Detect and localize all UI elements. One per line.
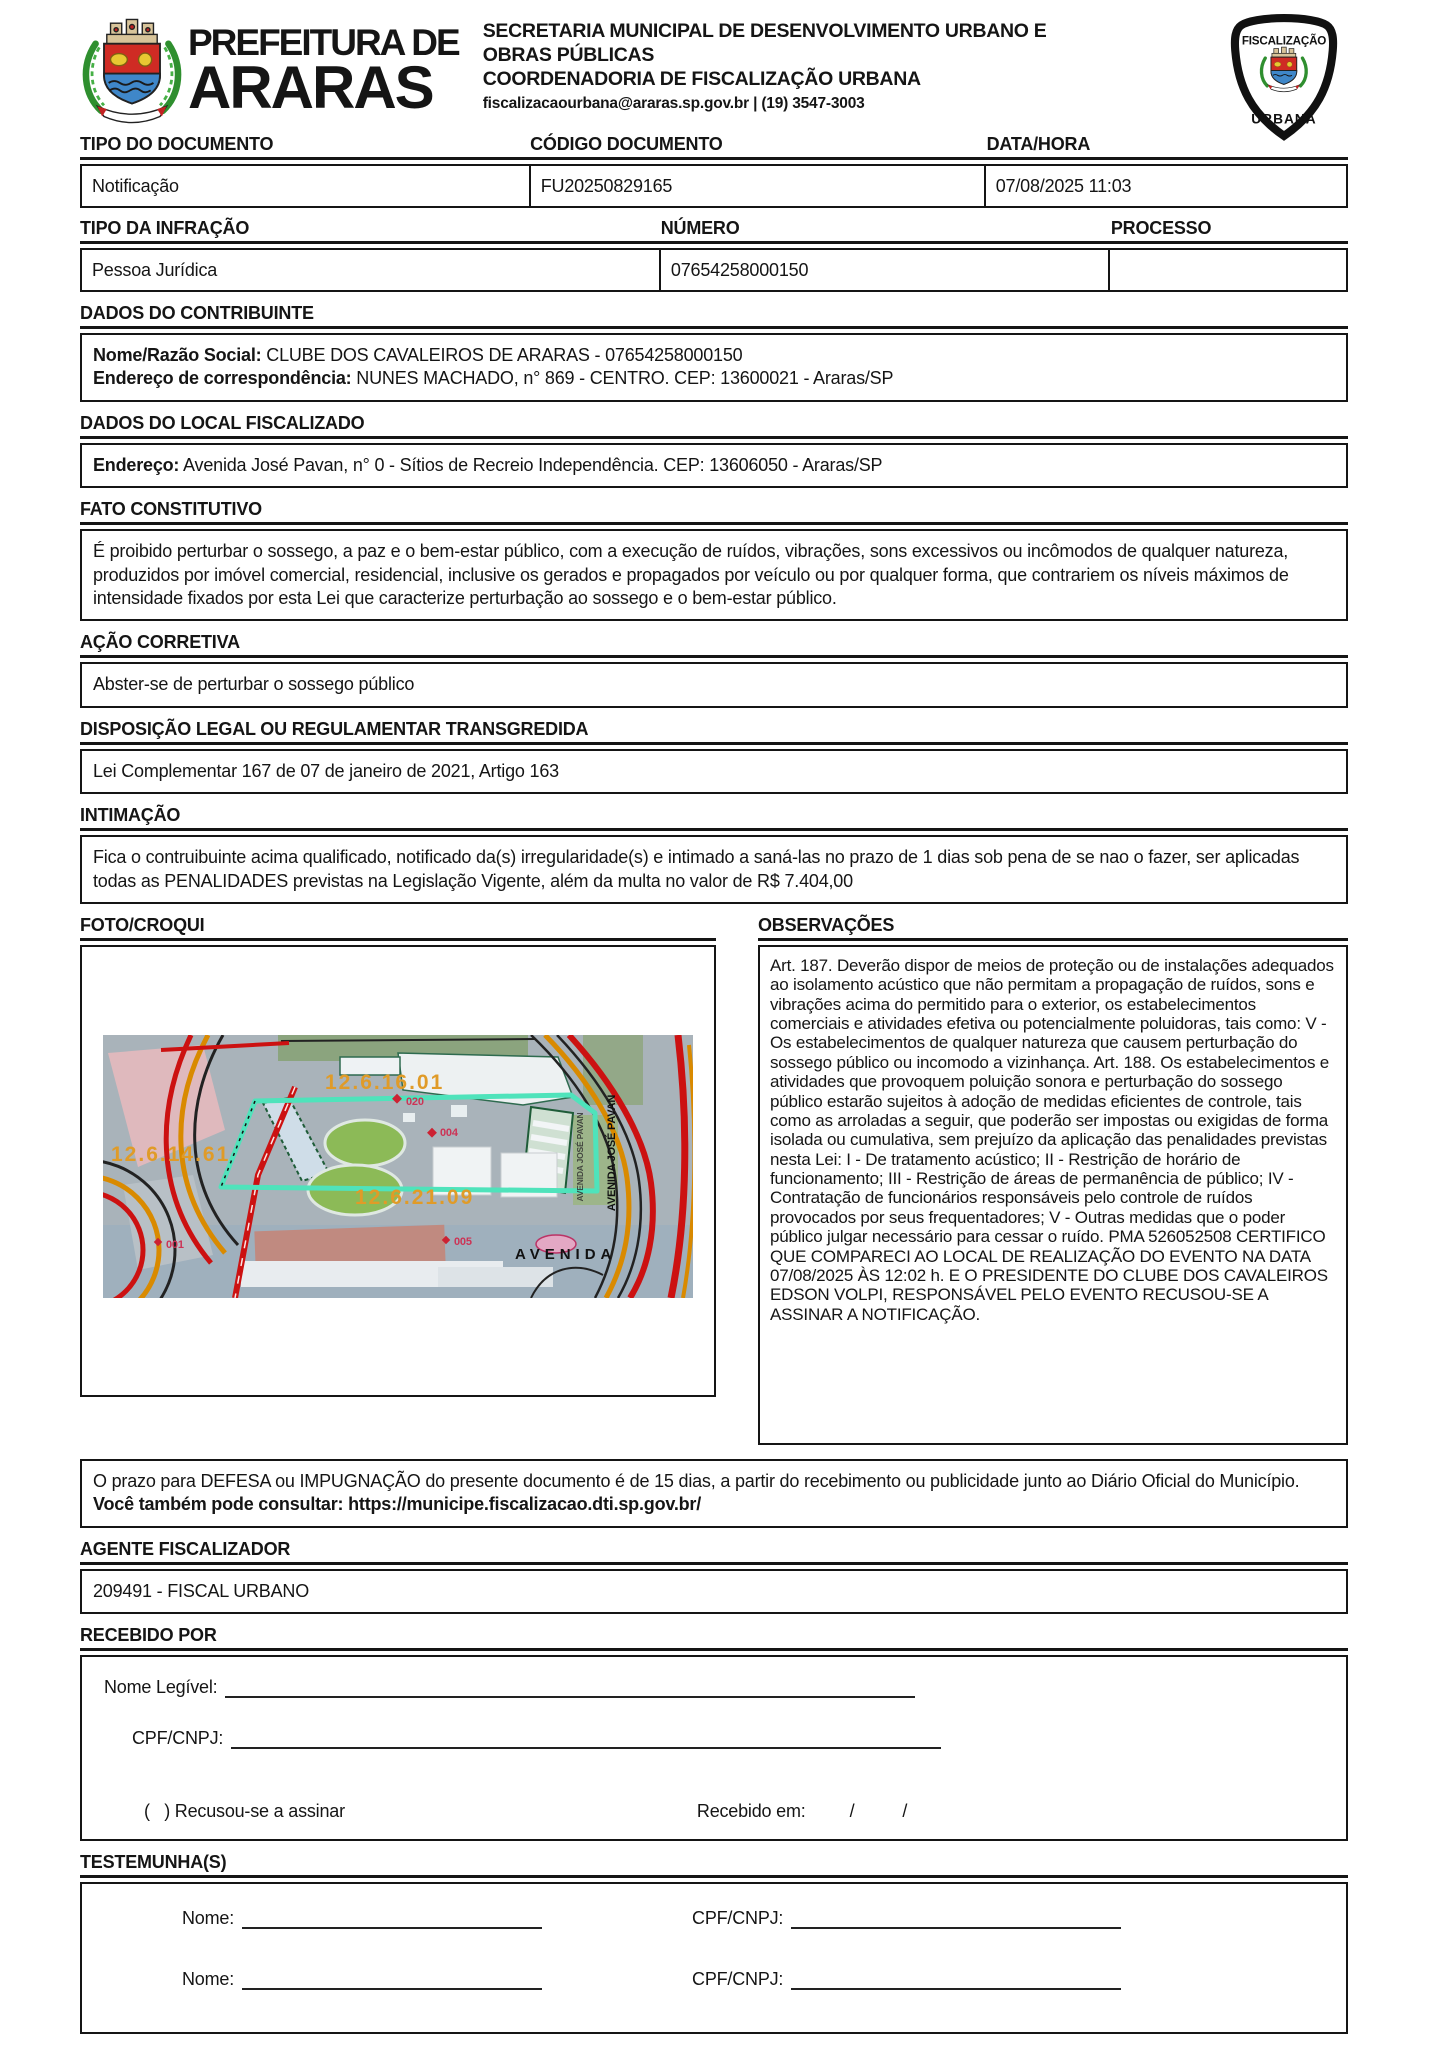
section-rule <box>80 522 1348 525</box>
testemunha2-cpf-label: CPF/CNPJ: <box>692 1969 784 1990</box>
point-label-004: 004 <box>440 1126 458 1139</box>
point-label-005: 005 <box>454 1235 472 1248</box>
coordenadoria-title: COORDENADORIA DE FISCALIZAÇÃO URBANA <box>482 67 921 90</box>
numero-value: 07654258000150 <box>661 250 1110 290</box>
razao-social-value: CLUBE DOS CAVALEIROS DE ARARAS - 07654258000150 <box>266 345 743 365</box>
logo-line1: PREFEITURA DE <box>188 21 459 63</box>
agente-value: 209491 - FISCAL URBANO <box>80 1569 1348 1614</box>
logo-line2: ARARAS <box>188 54 433 122</box>
section-rule <box>80 1875 1348 1878</box>
fato-text: É proibido perturbar o sossego, a paz e o bem-estar público, com a execução de ruídos, vibrações, sons excessivos ou incômodos de qualquer natureza, produzidos por imóvel comercial, residencial, inclusive os gerados e propagados por veículo ou por qualquer forma, que contrariem os níveis máximos de intensidade fixados por esta Lei que caracterize perturbação ao sossego e o bem-estar público. <box>80 529 1348 621</box>
section-local-fiscalizado <box>80 413 1348 488</box>
section-acao-corretiva <box>80 632 1348 707</box>
acao-title: AÇÃO CORRETIVA <box>80 632 240 653</box>
defesa-box <box>80 1459 1348 1528</box>
testemunha1-nome-line[interactable] <box>242 1910 542 1929</box>
section-rule <box>758 938 1348 941</box>
street-label-vertical-inner: AVENIDA JOSÉ PAVAN <box>575 1112 585 1202</box>
section-rule <box>80 828 1348 831</box>
local-fiscalizado-box <box>80 443 1348 488</box>
section-defesa <box>80 1459 1348 1528</box>
nome-legivel-label: Nome Legível: <box>104 1677 218 1698</box>
section-foto-croqui <box>80 915 716 1445</box>
razao-social-label: Nome/Razão Social: <box>93 345 262 365</box>
defesa-consult-text: Você também pode consultar: https://municipe.fiscalizacao.dti.sp.gov.br/ <box>93 1494 702 1515</box>
processo-value <box>1110 250 1346 290</box>
intimacao-text: Fica o contruibuinte acima qualificado, notificado da(s) irregularidade(s) e intimado a saná-las no prazo de 1 dias sob pena de se nao o fazer, ser aplicadas todas as PENALIDADES previstas na Legislação Vigente, além da multa no valor de R$ 7.404,00 <box>80 835 1348 904</box>
acao-text: Abster-se de perturbar o sossego público <box>80 662 1348 707</box>
section-rule <box>80 655 1348 658</box>
fiscalizacao-shield-icon <box>1216 12 1352 142</box>
endereco-correspondencia-line <box>93 367 1335 390</box>
section-testemunhas <box>80 1852 1348 2034</box>
section-rule <box>80 326 1348 329</box>
testemunha1-nome-label: Nome: <box>182 1908 235 1929</box>
header-titles <box>483 12 1047 113</box>
section-rule <box>80 1562 1348 1565</box>
document-info-row <box>80 134 1348 208</box>
testemunha1-cpf-line[interactable] <box>791 1910 1121 1929</box>
contribuinte-title: DADOS DO CONTRIBUINTE <box>80 303 314 323</box>
recebido-em-label: Recebido em: <box>696 1801 806 1822</box>
point-label-020: 020 <box>406 1095 424 1108</box>
street-label-bottom: AVENIDA <box>515 1245 617 1263</box>
section-fato-constitutivo <box>80 499 1348 621</box>
nome-legivel-input-line[interactable] <box>225 1679 915 1698</box>
disposicao-title: DISPOSIÇÃO LEGAL OU REGULAMENTAR TRANSGREDIDA <box>80 718 589 739</box>
fiscalizacao-badge <box>1216 12 1352 147</box>
parcel-label-left: 12.6.14.61 <box>111 1142 231 1166</box>
recusou-assinar-checkbox[interactable]: ( ) Recusou-se a assinar <box>144 1801 345 1822</box>
endereco-correspondencia-label: Endereço de correspondência: <box>93 368 352 389</box>
intimacao-title: INTIMAÇÃO <box>80 805 181 826</box>
point-label-001: 001 <box>166 1238 184 1251</box>
prefeitura-wordmark <box>188 21 459 122</box>
testemunha1-cpf-label: CPF/CNPJ: <box>692 1908 784 1929</box>
disposicao-text: Lei Complementar 167 de 07 de janeiro de 2021, Artigo 163 <box>80 749 1348 794</box>
badge-bottom-label: URBANA <box>1251 111 1317 127</box>
testemunha-row-1 <box>96 1908 1332 1929</box>
testemunha2-cpf-line[interactable] <box>791 1971 1121 1990</box>
section-intimacao <box>80 805 1348 904</box>
secretaria-title-line1: SECRETARIA MUNICIPAL DE DESENVOLVIMENTO URBANO E <box>482 20 1047 42</box>
endereco-label: Endereço: <box>93 454 180 475</box>
aerial-map-image <box>103 1035 693 1298</box>
infraction-info-row <box>80 218 1348 292</box>
defesa-text: O prazo para DEFESA ou IMPUGNAÇÃO do presente documento é de 15 dias, a partir do recebimento ou publicidade junto ao Diário Oficial do Município. <box>93 1470 1300 1491</box>
local-fiscalizado-title: DADOS DO LOCAL FISCALIZADO <box>80 412 365 433</box>
processo-header: PROCESSO <box>1110 218 1212 238</box>
cpf-cnpj-input-line[interactable] <box>231 1730 941 1749</box>
observacoes-text: Art. 187. Deverão dispor de meios de proteção ou de instalações adequados ao isolamento acústico que não permitam a propagação de ruídos, sons e vibrações acima do permitido para o exterior, os estabelecimentos comerciais e atividades efetiva ou potencialmente poluidoras, tais como: V - Os estabelecimentos de qualquer natureza que causem perturbação do sossego público ou incomodo a vizinhança. Art. 188. Os estabelecimentos e atividades que provoquem poluição sonora e perturbação do sossego público estarão sujeitos à adoção de medidas eficientes de controle, tais como as arroladas a seguir, que poderão ser impostas ou exigidas de forma isolada ou cumulativa, sem prejuízo da aplicação das penalidades previstas nesta Lei: I - De tratamento acústico; II - Restrição de horário de funcionamento; III - Restrição de áreas de permanência de público; IV - Contratação de funcionários responsáveis pelo controle de ruídos provocados por seus frequentadores; V - Outras medidas que o poder público julgar necessário para cessar o ruído. PMA 526052508 CERTIFICO QUE COMPARECI AO LOCAL DE REALIZAÇÃO DO EVENTO NA DATA 07/08/2025 ÀS 12:02 h. E O PRESIDENTE DO CLUBE DOS CAVALEIROS EDSON VOLPI, RESPONSÁVEL PELO EVENTO RECUSOU-SE A ASSINAR A NOTIFICAÇÃO. <box>758 945 1348 1445</box>
section-contribuinte <box>80 303 1348 402</box>
codigo-documento-header: CÓDIGO DOCUMENTO <box>530 134 723 154</box>
recebido-em-date-placeholder[interactable]: / / <box>849 1801 908 1822</box>
parcel-label-top: 12.6.16.01 <box>325 1070 445 1094</box>
testemunha-row-2 <box>96 1969 1332 1990</box>
endereco-correspondencia-value: NUNES MACHADO, n° 869 - CENTRO. CEP: 13600021 - Araras/SP <box>356 368 894 389</box>
testemunha2-nome-label: Nome: <box>182 1969 235 1990</box>
observacoes-title: OBSERVAÇÕES <box>758 914 895 935</box>
contact-info: fiscalizacaourbana@araras.sp.gov.br | (19) 3547-3003 <box>482 95 865 113</box>
section-rule <box>80 1648 1348 1651</box>
cpf-cnpj-label: CPF/CNPJ: <box>132 1728 224 1749</box>
section-agente <box>80 1539 1348 1614</box>
foto-croqui-title: FOTO/CROQUI <box>80 914 205 935</box>
section-rule <box>80 436 1348 439</box>
tipo-documento-value: Notificação <box>82 166 531 206</box>
secretaria-title-line2: OBRAS PÚBLICAS <box>482 43 655 66</box>
section-disposicao-legal <box>80 719 1348 794</box>
tipo-infracao-header: TIPO DA INFRAÇÃO <box>80 218 250 238</box>
data-hora-header: DATA/HORA <box>986 134 1091 154</box>
tipo-documento-header: TIPO DO DOCUMENTO <box>80 134 274 154</box>
notification-document <box>80 0 1348 2034</box>
endereco-value: Avenida José Pavan, n° 0 - Sítios de Recreio Independência. CEP: 13606050 - Araras/SP <box>183 454 883 475</box>
prefeitura-logo <box>80 12 459 124</box>
agente-title: AGENTE FISCALIZADOR <box>80 1538 291 1559</box>
street-label-vertical: AVENIDA JOSÉ PAVAN <box>606 1094 618 1212</box>
testemunha2-nome-line[interactable] <box>242 1971 542 1990</box>
section-recebido-por <box>80 1625 1348 1841</box>
recebido-title: RECEBIDO POR <box>80 1625 217 1646</box>
section-observacoes <box>758 915 1348 1445</box>
badge-top-label: FISCALIZAÇÃO <box>1241 34 1327 48</box>
header-rule <box>80 157 1348 160</box>
header-rule <box>80 241 1348 244</box>
section-rule <box>80 938 716 941</box>
testemunhas-title: TESTEMUNHA(S) <box>80 1852 227 1873</box>
document-header <box>80 12 1348 127</box>
tipo-infracao-value: Pessoa Jurídica <box>82 250 661 290</box>
data-hora-value: 07/08/2025 11:03 <box>995 175 1132 196</box>
parcel-label-center: 12.6.21.09 <box>355 1185 475 1209</box>
numero-header: NÚMERO <box>660 218 740 238</box>
coat-of-arms-icon <box>80 12 184 124</box>
fato-title: FATO CONSTITUTIVO <box>80 499 262 520</box>
foto-croqui-box <box>80 945 716 1397</box>
codigo-documento-value: FU20250829165 <box>531 166 986 206</box>
section-rule <box>80 742 1348 745</box>
razao-social-line <box>93 344 1335 367</box>
